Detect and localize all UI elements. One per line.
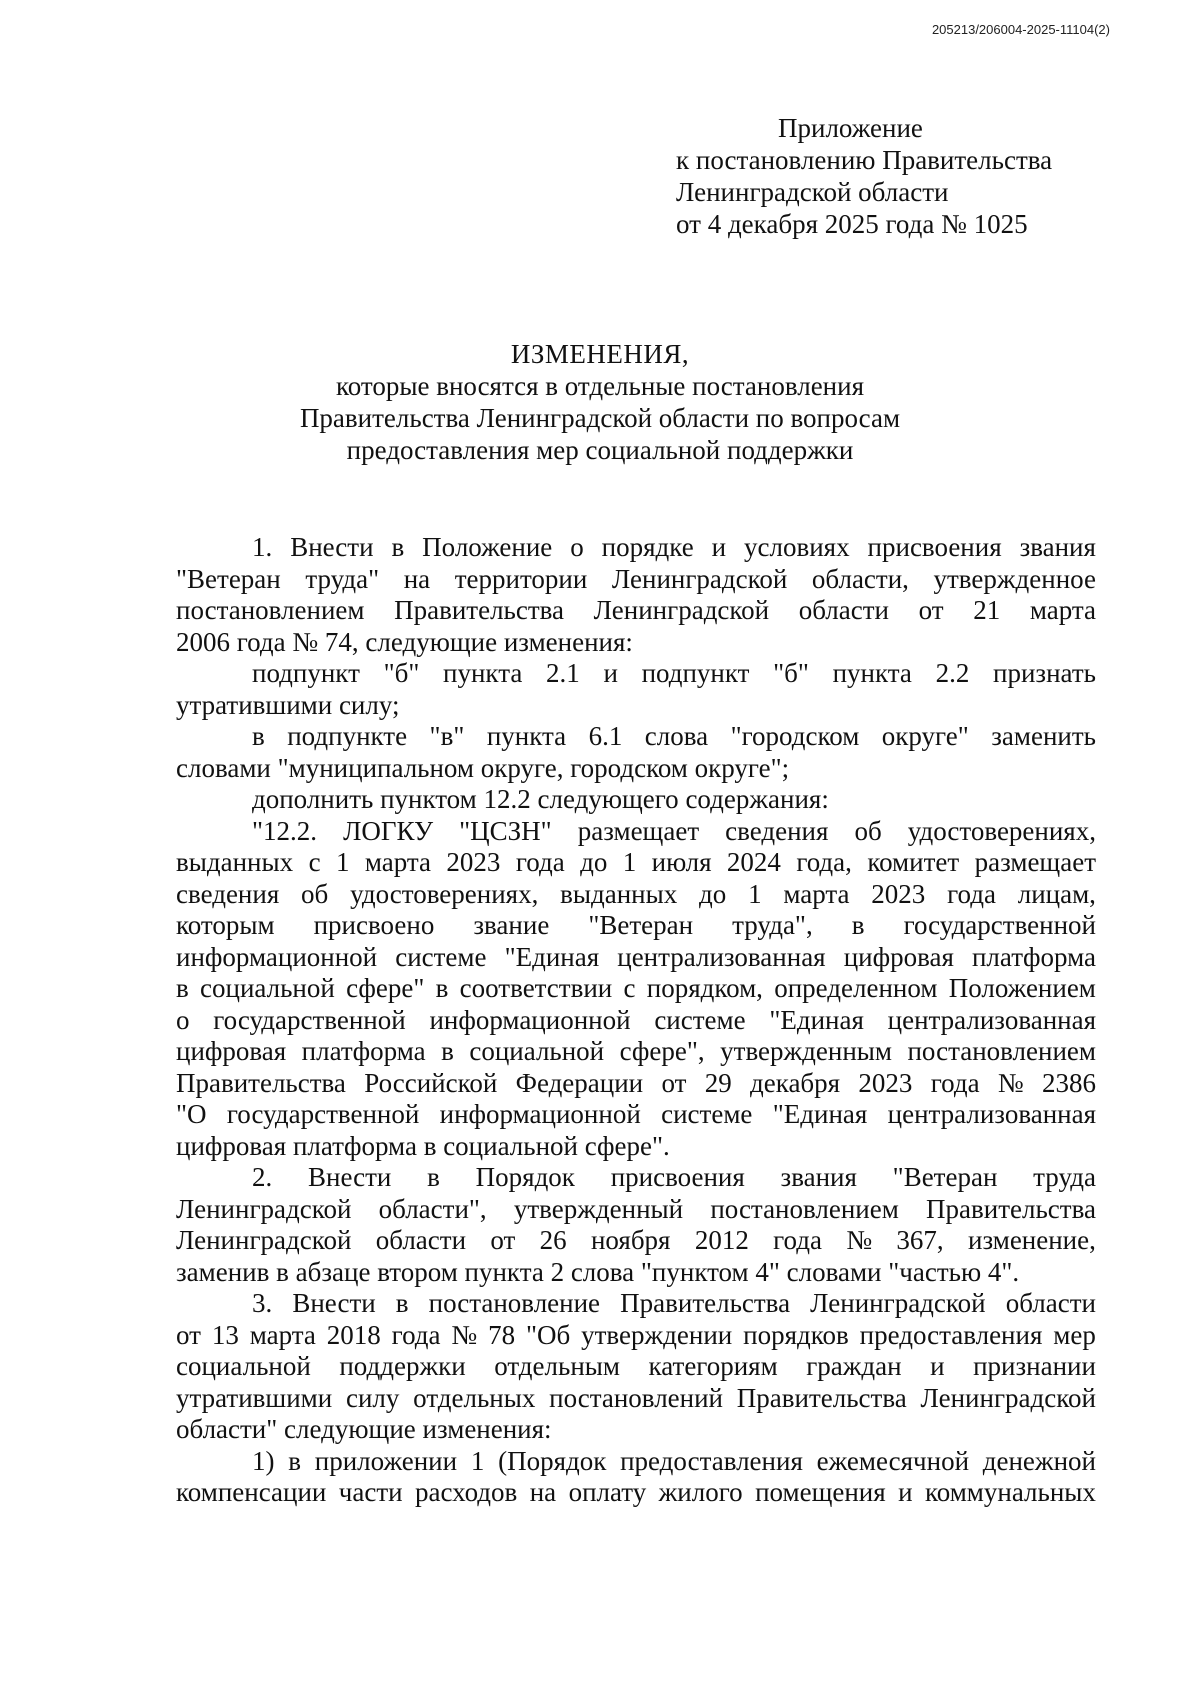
body-line: информационной системе "Единая централизованная цифровая платформа — [176, 941, 1096, 972]
body-line: Ленинградской области от 26 ноября 2012 года № 367, изменение, — [176, 1225, 1096, 1255]
title-subline: которые вносятся в отдельные постановления — [335, 371, 865, 401]
appendix-line: от 4 декабря 2025 года № 1025 — [676, 209, 1028, 239]
document-body — [176, 532, 1096, 1509]
body-line: 1) в приложении 1 (Порядок предоставления ежемесячной денежной — [252, 1445, 1096, 1476]
body-line: подпункт "б" пункта 2.1 и подпункт "б" пункта 2.2 признать — [252, 658, 1096, 688]
body-line: которым присвоено звание "Ветеран труда", в государственной — [176, 910, 1096, 940]
body-line: постановлением Правительства Ленинградской области от 21 марта — [176, 595, 1096, 625]
body-line: о государственной информационной системе "Единая централизованная — [176, 1004, 1096, 1035]
title-main: ИЗМЕНЕНИЯ, — [510, 339, 690, 369]
body-line: социальной поддержки отдельным категориям граждан и признании — [176, 1351, 1096, 1381]
body-line: от 13 марта 2018 года № 78 "Об утверждении порядков предоставления мер — [176, 1319, 1096, 1350]
appendix-block — [676, 112, 1052, 240]
appendix-line: к постановлению Правительства — [676, 145, 1053, 175]
body-line: утратившими силу; — [176, 689, 400, 720]
body-line: заменив в абзаце втором пункта 2 слова "пунктом 4" словами "частью 4". — [176, 1256, 1020, 1287]
appendix-line: Приложение — [778, 113, 923, 143]
title-subline: предоставления мер социальной поддержки — [346, 435, 854, 465]
body-line: "О государственной информационной системе "Единая централизованная — [176, 1099, 1096, 1129]
body-line: цифровая платформа в социальной сфере". — [176, 1130, 670, 1161]
title-subline: Правительства Ленинградской области по вопросам — [299, 403, 901, 433]
body-line: компенсации части расходов на оплату жилого помещения и коммунальных — [176, 1477, 1096, 1507]
document-id: 205213/206004-2025-11104(2) — [931, 22, 1110, 37]
body-line: словами "муниципальном округе, городском округе"; — [176, 752, 790, 783]
body-line: 2. Внести в Порядок присвоения звания "Ветеран труда — [252, 1162, 1096, 1192]
body-line: сведения об удостоверениях, выданных до 1 марта 2023 года лицам, — [176, 878, 1096, 909]
body-line: "Ветеран труда" на территории Ленинградской области, утвержденное — [176, 563, 1096, 594]
body-line: области" следующие изменения: — [176, 1414, 552, 1444]
appendix-line: Ленинградской области — [676, 177, 949, 207]
body-line: 1. Внести в Положение о порядке и условиях присвоения звания — [252, 532, 1096, 562]
body-line: утратившими силу отдельных постановлений Правительства Ленинградской — [176, 1382, 1096, 1413]
body-line: "12.2. ЛОГКУ "ЦСЗН" размещает сведения об удостоверениях, — [252, 815, 1096, 846]
document-title — [0, 338, 1200, 466]
body-line: в подпункте "в" пункта 6.1 слова "городском округе" заменить — [252, 721, 1096, 751]
body-line: цифровая платформа в социальной сфере", утвержденным постановлением — [176, 1036, 1096, 1066]
body-line: в социальной сфере" в соответствии с порядком, определенном Положением — [176, 973, 1096, 1003]
body-line: выданных с 1 марта 2023 года до 1 июля 2024 года, комитет размещает — [176, 847, 1096, 877]
body-line: дополнить пунктом 12.2 следующего содержания: — [252, 784, 829, 814]
body-line: Ленинградской области", утвержденный постановлением Правительства — [176, 1193, 1096, 1224]
body-line: Правительства Российской Федерации от 29 декабря 2023 года № 2386 — [176, 1067, 1096, 1098]
body-line: 3. Внести в постановление Правительства Ленинградской области — [252, 1288, 1096, 1318]
body-line: 2006 года № 74, следующие изменения: — [176, 626, 633, 657]
